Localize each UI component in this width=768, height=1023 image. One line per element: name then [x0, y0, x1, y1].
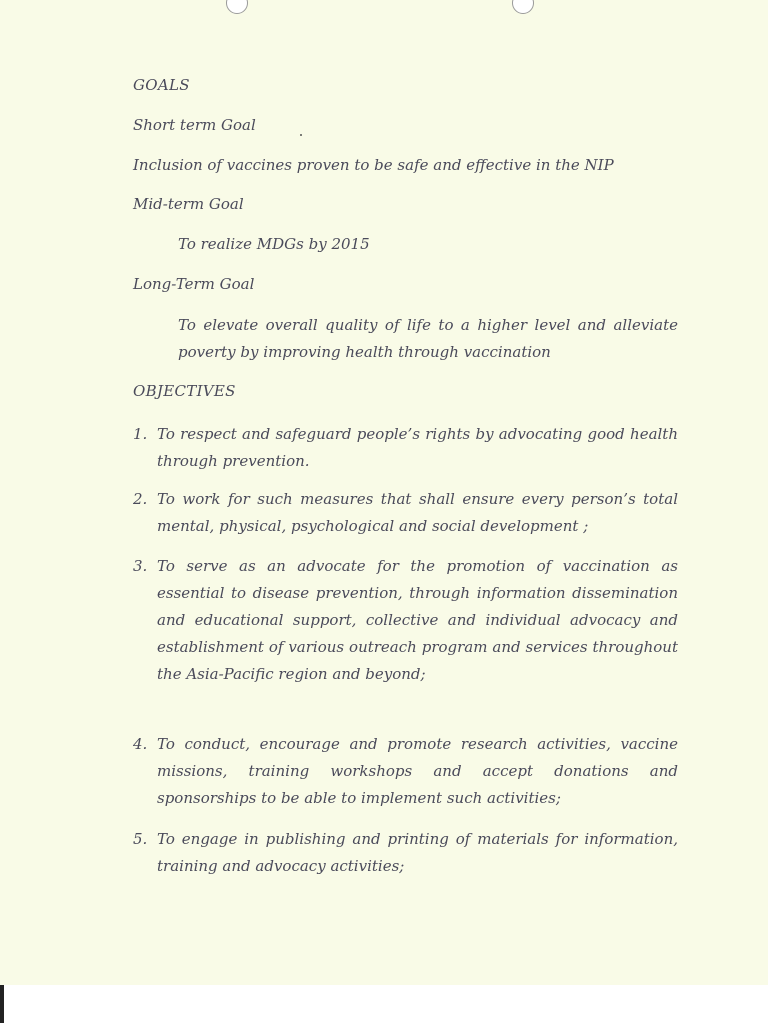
mid-term-goal-text: To realize MDGs by 2015 [178, 235, 370, 253]
long-term-goal-text: To elevate overall quality of life to a higher level and alleviate poverty by improving health through vaccination [178, 316, 678, 361]
scan-edge-mark [0, 985, 4, 1023]
short-term-goal-text: Inclusion of vaccines proven to be safe and effective in the NIP [133, 156, 614, 174]
long-term-goal-label: Long-Term Goal [133, 275, 255, 293]
punch-hole-left [226, 0, 248, 14]
objective-1-text: To respect and safeguard people’s rights by advocating good health through prevention. [157, 425, 678, 470]
objective-5-number: 5. [133, 830, 148, 848]
objective-3-number: 3. [133, 557, 148, 575]
mid-term-goal-label: Mid-term Goal [133, 195, 244, 213]
objective-4-text: To conduct, encourage and promote research activities, vaccine missions, training workshops and accept donations and sponsorships to be able to implement such activities; [157, 735, 678, 807]
objective-3-text: To serve as an advocate for the promotion of vaccination as essential to disease prevention, through information dissemination and educational support, collective and individual advocacy and establishment of various outreach program and services throughout the Asia-Pacific region and beyond; [157, 557, 678, 683]
objective-1-number: 1. [133, 425, 148, 443]
punch-hole-right [512, 0, 534, 14]
objectives-heading: OBJECTIVES [133, 382, 236, 400]
objective-2-text: To work for such measures that shall ensure every person’s total mental, physical, psychological and social development ; [157, 490, 678, 535]
short-term-goal-label: Short term Goal [133, 116, 256, 134]
ink-speck [300, 134, 302, 136]
goals-heading: GOALS [133, 76, 190, 94]
objective-4-number: 4. [133, 735, 148, 753]
objective-2-number: 2. [133, 490, 148, 508]
scan-bottom-margin [0, 985, 768, 1023]
objective-5-text: To engage in publishing and printing of materials for information, training and advocacy activities; [157, 830, 678, 875]
